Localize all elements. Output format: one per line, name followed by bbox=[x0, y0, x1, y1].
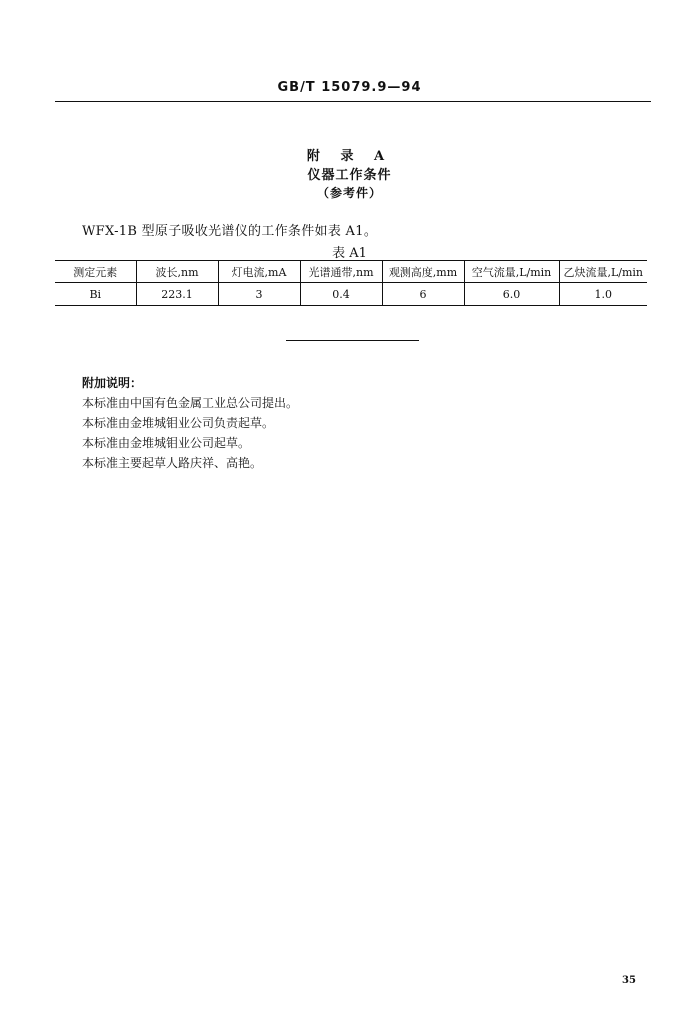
table-row bbox=[55, 283, 647, 306]
column-header: 光谱通带,nm bbox=[300, 261, 382, 283]
note-line: 本标准由金堆城钼业公司起草。 bbox=[82, 436, 251, 450]
table-cell: 223.1 bbox=[136, 283, 218, 306]
header-rule bbox=[55, 101, 651, 102]
conditions-table bbox=[55, 260, 647, 306]
column-header: 乙炔流量,L/min bbox=[559, 261, 647, 283]
page-number: 35 bbox=[622, 975, 636, 986]
table-cell: 6 bbox=[382, 283, 464, 306]
note-line: 本标准主要起草人路庆祥、高艳。 bbox=[82, 456, 263, 470]
column-header: 空气流量,L/min bbox=[464, 261, 559, 283]
table-cell: 6.0 bbox=[464, 283, 559, 306]
table-caption: 表 A1 bbox=[332, 246, 367, 261]
appendix-title: 附 录 A bbox=[306, 149, 393, 164]
notes-heading: 附加说明： bbox=[82, 376, 143, 390]
table-cell: Bi bbox=[55, 283, 136, 306]
end-rule bbox=[286, 340, 419, 341]
table-header-row bbox=[55, 261, 647, 283]
appendix-subtitle: 仪器工作条件 bbox=[307, 168, 392, 183]
column-header: 测定元素 bbox=[55, 261, 136, 283]
column-header: 波长,nm bbox=[136, 261, 218, 283]
standard-number: GB/T 15079.9—94 bbox=[277, 80, 422, 95]
note-line: 本标准由中国有色金属工业总公司提出。 bbox=[82, 396, 299, 410]
appendix-note: （参考件） bbox=[316, 186, 382, 200]
note-line: 本标准由金堆城钼业公司负责起草。 bbox=[82, 416, 275, 430]
intro-paragraph: WFX-1B 型原子吸收光谱仪的工作条件如表 A1。 bbox=[82, 224, 378, 239]
table-cell: 3 bbox=[218, 283, 300, 306]
column-header: 观测高度,mm bbox=[382, 261, 464, 283]
column-header: 灯电流,mA bbox=[218, 261, 300, 283]
table-cell: 1.0 bbox=[559, 283, 647, 306]
table-cell: 0.4 bbox=[300, 283, 382, 306]
